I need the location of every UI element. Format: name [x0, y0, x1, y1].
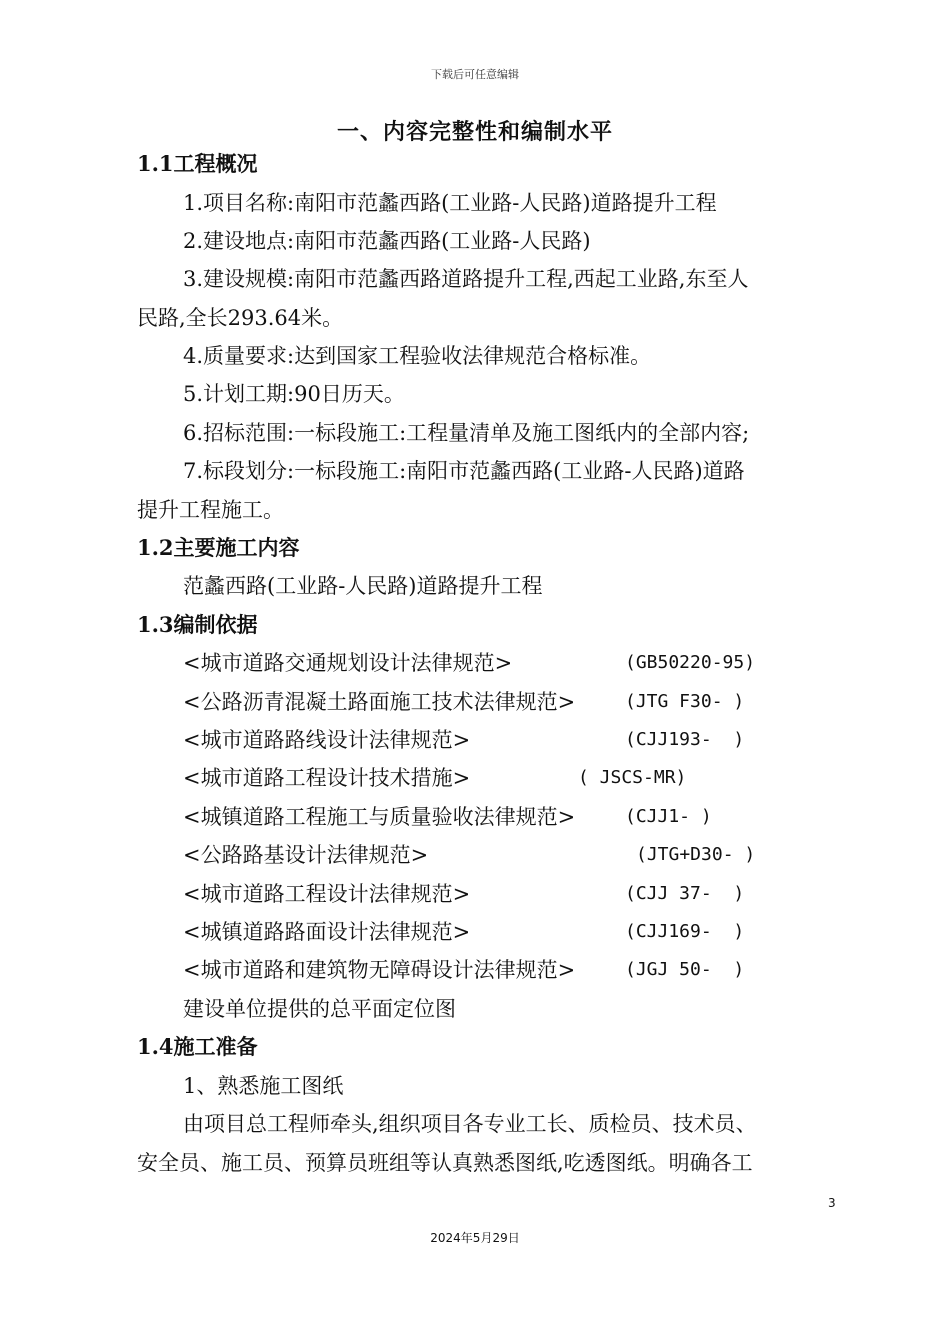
item-division-cont: 提升工程施工。: [137, 498, 284, 522]
heading-1-4: 1.4施工准备: [137, 1034, 258, 1059]
item-division: 7.标段划分:一标段施工:南阳市范蠡西路(工业路-人民路)道路: [183, 459, 745, 483]
ref-name: <公路路基设计法律规范>: [183, 843, 429, 867]
ref-code: (CJJ193- ): [625, 729, 745, 750]
paragraph-line: 由项目总工程师牵头,组织项目各专业工长、质检员、技术员、: [183, 1112, 757, 1136]
item-scale: 3.建设规模:南阳市范蠡西路道路提升工程,西起工业路,东至人: [183, 267, 749, 291]
main-content-text: 范蠡西路(工业路-人民路)道路提升工程: [183, 574, 543, 598]
paragraph-line: 安全员、施工员、预算员班组等认真熟悉图纸,吃透图纸。明确各工: [137, 1151, 753, 1175]
section-title: 一、内容完整性和编制水平: [336, 119, 613, 145]
item-scale-cont: 民路,全长293.64米。: [137, 306, 344, 330]
page-number: 3: [828, 1196, 836, 1210]
ref-code: (CJJ1- ): [625, 806, 712, 827]
ref-code: (JGJ 50- ): [625, 959, 745, 980]
item-location: 2.建设地点:南阳市范蠡西路(工业路-人民路): [183, 229, 591, 253]
footer-date: 2024年5月29日: [430, 1231, 520, 1245]
item-scope: 6.招标范围:一标段施工:工程量清单及施工图纸内的全部内容;: [183, 421, 750, 445]
ref-code: (CJJ 37- ): [625, 883, 745, 904]
ref-name: <城市道路和建筑物无障碍设计法律规范>: [183, 958, 576, 982]
item-schedule: 5.计划工期:90日历天。: [183, 382, 405, 406]
ref-name: <城镇道路路面设计法律规范>: [183, 920, 471, 944]
ref-code: (CJJ169- ): [625, 921, 745, 942]
ref-code: (JTG F30- ): [625, 691, 745, 712]
heading-1-3: 1.3编制依据: [137, 612, 258, 637]
ref-code: (JTG+D30- ): [636, 844, 756, 865]
ref-name: <城市道路路线设计法律规范>: [183, 728, 471, 752]
ref-name: <城市道路交通规划设计法律规范>: [183, 651, 513, 675]
ref-name: <城市道路工程设计法律规范>: [183, 882, 471, 906]
heading-1-2: 1.2主要施工内容: [137, 535, 300, 560]
item-project-name: 1.项目名称:南阳市范蠡西路(工业路-人民路)道路提升工程: [183, 191, 717, 215]
ref-code: ( JSCS-MR): [578, 767, 687, 788]
sub-heading-drawings: 1、熟悉施工图纸: [183, 1074, 344, 1098]
page-header: 下载后可任意编辑: [431, 68, 519, 81]
ref-name: <公路沥青混凝土路面施工技术法律规范>: [183, 690, 576, 714]
item-quality: 4.质量要求:达到国家工程验收法律规范合格标准。: [183, 344, 652, 368]
ref-extra: 建设单位提供的总平面定位图: [183, 997, 456, 1021]
ref-name: <城市道路工程设计技术措施>: [183, 766, 471, 790]
ref-code: (GB50220-95): [625, 652, 756, 673]
ref-name: <城镇道路工程施工与质量验收法律规范>: [183, 805, 576, 829]
heading-1-1: 1.1工程概况: [137, 151, 258, 176]
